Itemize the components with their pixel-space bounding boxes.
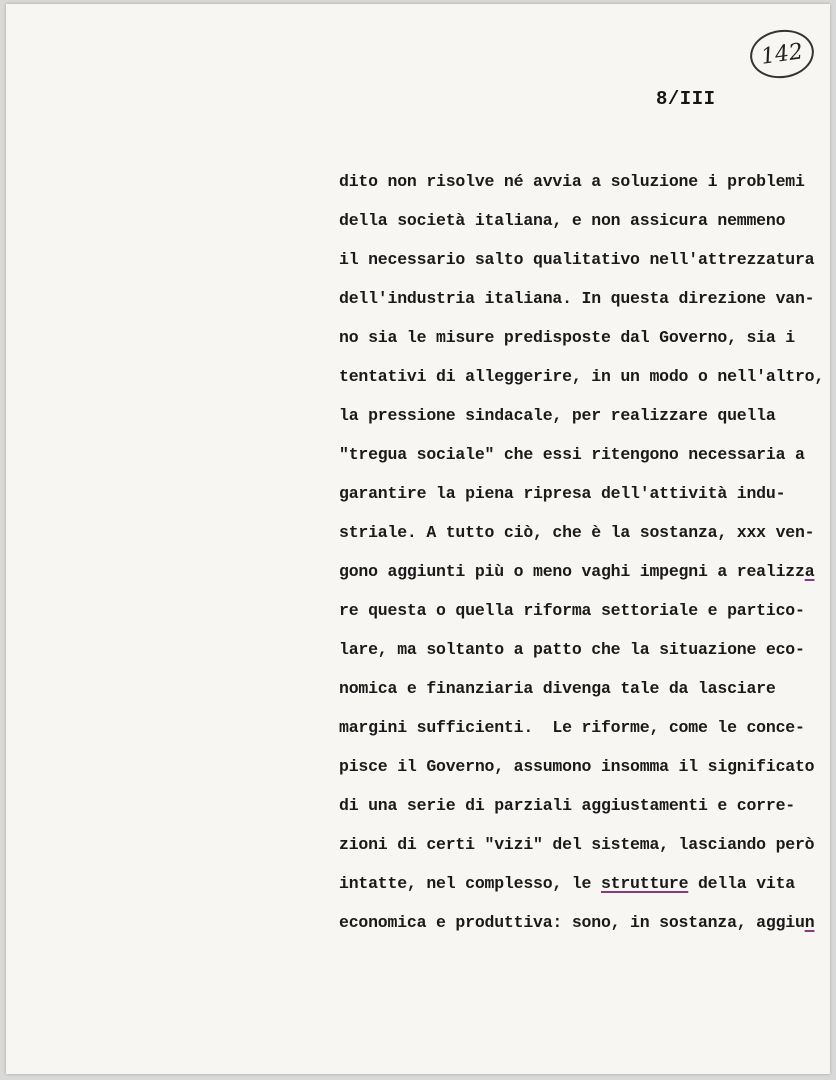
text-line: re questa o quella riforma settoriale e partico- [339, 601, 805, 620]
text-line: striale. A tutto ciò, che è la sostanza, xxx ven- [339, 523, 815, 542]
typewritten-body [339, 162, 834, 942]
handwritten-folio-number [747, 26, 817, 82]
text-line: nomica e finanziaria divenga tale da lasciare [339, 679, 776, 698]
page-number: 8/III [656, 88, 716, 110]
text-line: economica e produttiva: sono, in sostanza, aggiun [339, 913, 815, 932]
text-line: tentativi di alleggerire, in un modo o nell'altro, [339, 367, 825, 386]
text-line: pisce il Governo, assumono insomma il significato [339, 757, 815, 776]
text-line: margini sufficienti. Le riforme, come le conce- [339, 718, 805, 737]
text-line: la pressione sindacale, per realizzare quella [339, 406, 776, 425]
text-line: intatte, nel complesso, le strutture della vita [339, 874, 795, 893]
underlined-word: strutture [600, 874, 689, 893]
text-line: della società italiana, e non assicura nemmeno [339, 211, 786, 230]
folio-number-text: 142 [759, 38, 805, 70]
text-line: di una serie di parziali aggiustamenti e corre- [339, 796, 795, 815]
underlined-word: a [804, 562, 815, 581]
text-line: zioni di certi "vizi" del sistema, lasciando però [339, 835, 815, 854]
text-line: dito non risolve né avvia a soluzione i problemi [339, 172, 805, 191]
text-line: il necessario salto qualitativo nell'attrezzatura [339, 250, 815, 269]
text-line: "tregua sociale" che essi ritengono necessaria a [339, 445, 805, 464]
text-line: garantire la piena ripresa dell'attività indu- [339, 484, 786, 503]
underlined-word: n [804, 913, 815, 932]
document-page [6, 4, 830, 1074]
text-line: lare, ma soltanto a patto che la situazione eco- [339, 640, 805, 659]
text-line: dell'industria italiana. In questa direzione van- [339, 289, 815, 308]
text-line: no sia le misure predisposte dal Governo, sia i [339, 328, 795, 347]
text-line: gono aggiunti più o meno vaghi impegni a realizza [339, 562, 815, 581]
